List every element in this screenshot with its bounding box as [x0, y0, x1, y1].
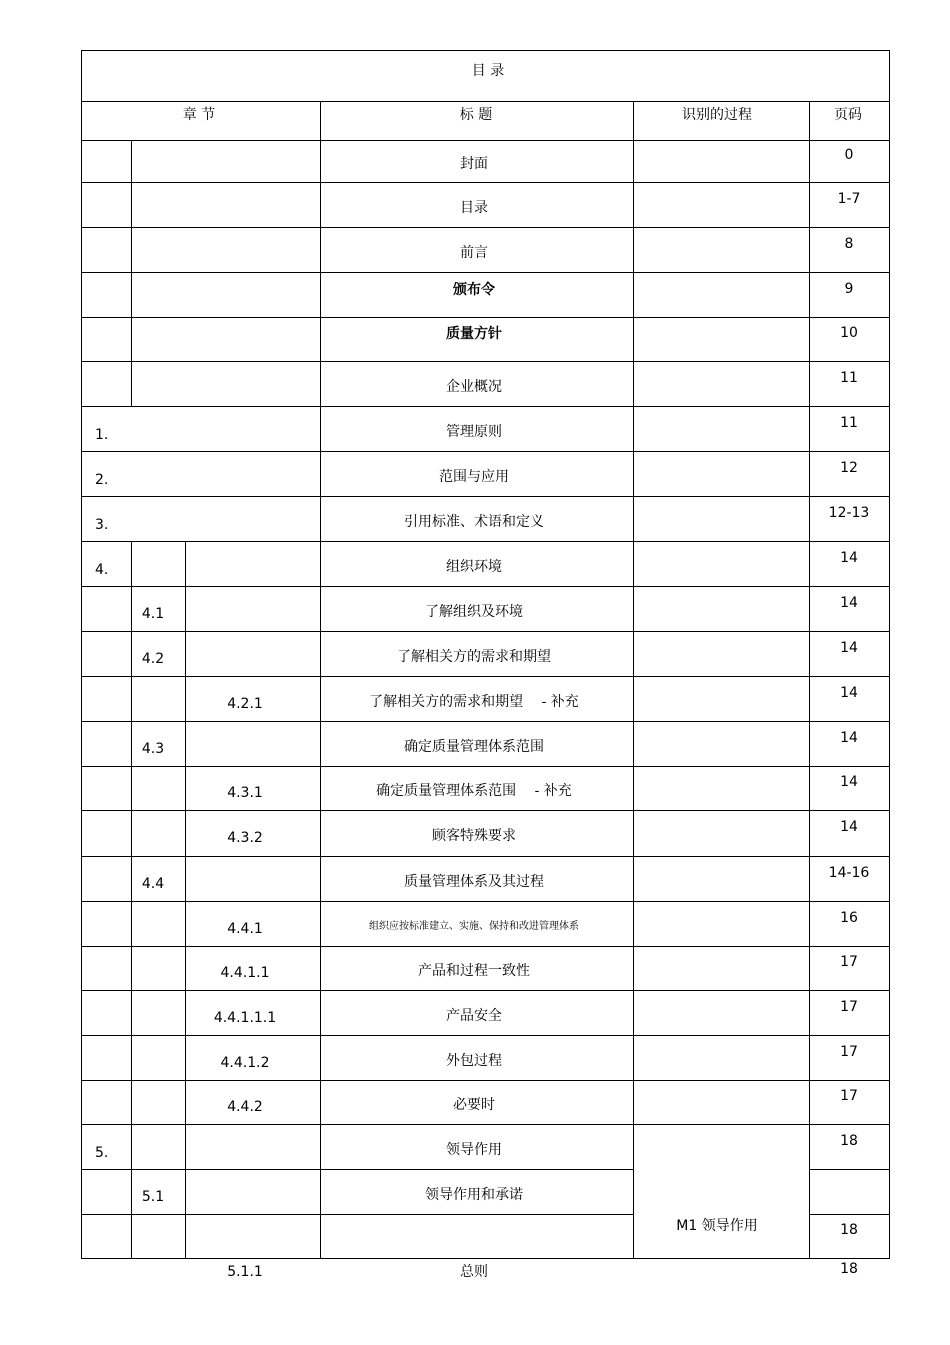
row-page: 18: [840, 1132, 858, 1149]
row-divider: [81, 451, 890, 452]
row-page: 14: [840, 684, 858, 701]
table-left-border: [81, 50, 82, 1259]
row-title: 了解组织及环境: [425, 603, 523, 620]
row-divider: [81, 721, 890, 722]
col-divider-2: [185, 631, 186, 677]
row-title: 必要时: [453, 1097, 495, 1113]
row-title: 前言: [460, 244, 488, 261]
row-page: 1-7: [837, 190, 861, 207]
row-divider: [81, 856, 890, 857]
col-divider-1: [131, 1035, 132, 1081]
col-divider-2: [185, 586, 186, 632]
row-number: 4.2.1: [227, 695, 263, 712]
col-divider-1: [131, 631, 132, 677]
row-number: 4.3.1: [227, 785, 263, 801]
row-divider: [809, 1169, 890, 1170]
col-divider-2: [185, 541, 186, 587]
col-divider-2: [185, 1080, 186, 1125]
col-divider-2: [185, 1214, 186, 1259]
row-number: 4.4.1.2: [220, 1054, 270, 1071]
row-number: 1.: [95, 426, 109, 443]
row-divider: [81, 227, 890, 228]
row-divider: [81, 272, 890, 273]
row-number: 4.3: [141, 740, 165, 757]
row-title: 了解相关方的需求和期望 - 补充: [369, 693, 579, 710]
row-divider: [81, 586, 890, 587]
row-divider: [81, 1124, 890, 1125]
row-divider: [81, 766, 890, 767]
row-divider: [81, 810, 890, 811]
row-number: 4.4.1.1: [220, 965, 270, 981]
row-number: 4.: [95, 561, 109, 578]
row-title: 范围与应用: [439, 468, 509, 485]
header-col-divider: [320, 101, 321, 141]
row-page: 12: [840, 459, 858, 476]
row-divider: [81, 631, 890, 632]
row-divider: [81, 990, 890, 991]
col-divider-1: [131, 990, 132, 1036]
row-divider: [81, 1169, 633, 1170]
col-divider-1: [131, 272, 132, 318]
row-page: 14: [840, 594, 858, 611]
row-divider: [81, 1080, 890, 1081]
col-divider-1: [131, 901, 132, 947]
col-divider-process: [633, 140, 634, 1259]
row-title: 引用标准、术语和定义: [404, 513, 544, 530]
row-title: 产品和过程一致性: [418, 963, 530, 979]
overflow-row-title: 总则: [460, 1264, 488, 1280]
col-divider-1: [131, 586, 132, 632]
row-divider: [81, 317, 890, 318]
toc-title: 目 录: [471, 63, 505, 79]
col-divider-2: [185, 721, 186, 767]
col-divider-1: [131, 541, 132, 587]
row-page: 8: [844, 235, 854, 252]
col-divider-heading: [320, 140, 321, 1259]
table-top-border: [81, 50, 890, 51]
col-divider-1: [131, 856, 132, 902]
row-page: 14: [840, 729, 858, 746]
row-divider: [81, 1258, 890, 1259]
row-title: 了解相关方的需求和期望: [397, 648, 551, 665]
row-divider: [81, 1035, 890, 1036]
row-number: 5.1: [141, 1188, 165, 1205]
col-divider-1: [131, 946, 132, 991]
row-page: 17: [840, 998, 858, 1015]
col-divider-1: [131, 182, 132, 228]
row-title: 外包过程: [446, 1052, 502, 1069]
row-page: 17: [840, 1043, 858, 1060]
row-page: 14: [840, 639, 858, 656]
overflow-row-number: 5.1.1: [227, 1264, 263, 1280]
col-divider-2: [185, 1124, 186, 1170]
row-number: 4.4.1.1.1: [213, 1009, 277, 1026]
col-divider-1: [131, 1124, 132, 1170]
row-page: 9: [844, 280, 854, 297]
row-title: 企业概况: [446, 378, 502, 395]
row-title: 产品安全: [446, 1007, 502, 1024]
row-number: 4.4.1: [227, 920, 263, 937]
title-divider: [81, 101, 890, 102]
row-number: 5.: [95, 1144, 109, 1161]
row-divider: [81, 1214, 633, 1215]
row-title: 组织应按标准建立、实施、保持和改进管理体系: [369, 920, 579, 932]
header-col-divider: [809, 101, 810, 141]
row-divider: [809, 1214, 890, 1215]
row-divider: [81, 541, 890, 542]
table-right-border: [889, 50, 890, 1259]
row-title: 封面: [460, 156, 488, 172]
row-divider: [81, 406, 890, 407]
row-title: 目录: [460, 199, 488, 216]
row-divider: [81, 182, 890, 183]
overflow-row-page: 18: [840, 1261, 858, 1277]
row-title: 颁布令: [453, 281, 495, 298]
header-heading: 标 题: [459, 107, 493, 123]
row-divider: [81, 901, 890, 902]
col-divider-2: [185, 901, 186, 947]
merged-process-cell: M1 领导作用: [676, 1218, 758, 1234]
row-page: 14: [840, 774, 858, 790]
col-divider-2: [185, 990, 186, 1036]
header-process: 识别的过程: [682, 107, 752, 123]
row-divider: [81, 946, 890, 947]
row-page: 11: [840, 369, 858, 386]
row-page: 18: [840, 1222, 858, 1238]
row-title: 顾客特殊要求: [432, 828, 516, 844]
row-page: 14-16: [828, 864, 870, 881]
col-divider-1: [131, 721, 132, 767]
row-divider: [81, 140, 890, 141]
row-page: 17: [840, 954, 858, 970]
col-divider-2: [185, 856, 186, 902]
row-number: 4.4: [141, 875, 165, 892]
row-page: 14: [840, 549, 858, 566]
col-divider-1: [131, 1214, 132, 1259]
row-page: 11: [840, 414, 858, 431]
row-page: 10: [840, 325, 858, 341]
header-page: 页码: [834, 107, 862, 123]
col-divider-1: [131, 810, 132, 857]
col-divider-1: [131, 140, 132, 183]
row-number: 4.4.2: [227, 1099, 263, 1115]
row-page: 0: [844, 147, 854, 163]
col-divider-2: [185, 810, 186, 857]
header-chapter: 章 节: [182, 107, 216, 123]
col-divider-2: [185, 1035, 186, 1081]
col-divider-1: [131, 227, 132, 273]
row-divider: [81, 676, 890, 677]
col-divider-2: [185, 766, 186, 811]
row-title: 领导作用: [446, 1141, 502, 1158]
row-title: 管理原则: [446, 423, 502, 440]
row-page: 14: [840, 819, 858, 835]
col-divider-page: [809, 140, 810, 1259]
row-page: 16: [840, 909, 858, 926]
header-col-divider: [633, 101, 634, 141]
row-title: 组织环境: [446, 558, 502, 575]
row-title: 确定质量管理体系范围: [404, 738, 544, 755]
col-divider-1: [131, 1080, 132, 1125]
col-divider-2: [185, 1169, 186, 1215]
col-divider-1: [131, 766, 132, 811]
row-number: 2.: [95, 471, 109, 488]
row-divider: [81, 361, 890, 362]
col-divider-2: [185, 676, 186, 722]
row-title: 领导作用和承诺: [425, 1186, 523, 1203]
col-divider-1: [131, 676, 132, 722]
row-number: 4.2: [141, 650, 165, 667]
row-number: 3.: [95, 516, 109, 533]
col-divider-1: [131, 361, 132, 407]
row-title: 质量方针: [446, 326, 502, 342]
row-title: 质量管理体系及其过程: [404, 873, 544, 890]
row-number: 4.1: [141, 605, 165, 622]
row-page: 17: [840, 1088, 858, 1104]
row-page: 12-13: [828, 504, 870, 521]
col-divider-1: [131, 317, 132, 362]
row-divider: [81, 496, 890, 497]
col-divider-2: [185, 946, 186, 991]
row-title: 确定质量管理体系范围 - 补充: [376, 783, 572, 799]
row-number: 4.3.2: [227, 830, 263, 846]
col-divider-1: [131, 1169, 132, 1215]
